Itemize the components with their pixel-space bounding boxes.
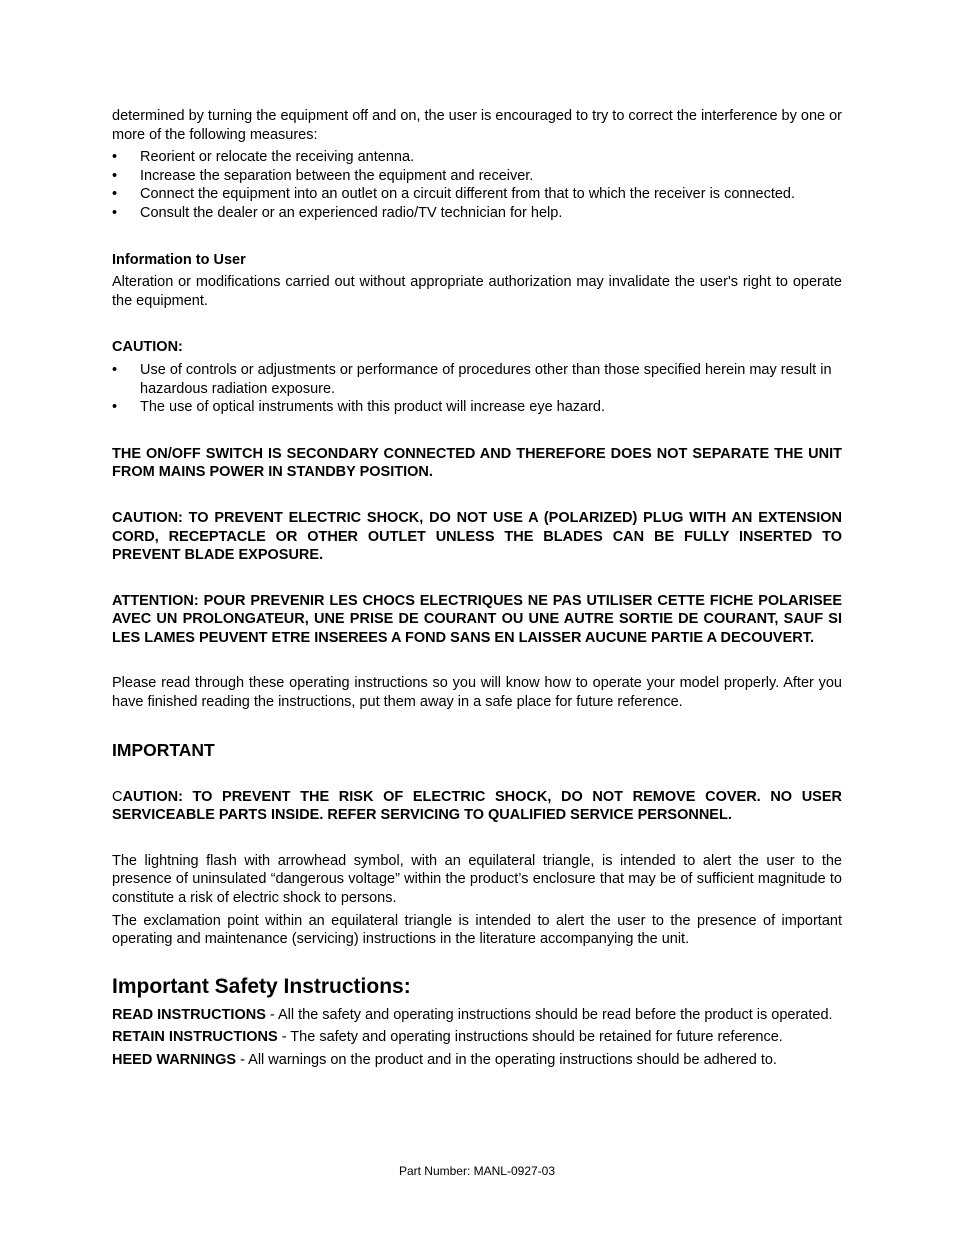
list-item [112, 361, 842, 398]
caution-list [112, 361, 842, 417]
interference-measures-list [112, 148, 842, 222]
safety-item-desc: - The safety and operating instructions should be retained for future reference. [277, 1029, 783, 1046]
bullet-icon: • [112, 399, 118, 416]
bullet-icon: • [112, 361, 118, 378]
safety-item-term: RETAIN INSTRUCTIONS [112, 1029, 278, 1046]
safety-item-desc: - All the safety and operating instructions should be read before the product is operated. [265, 1006, 833, 1023]
bullet-icon: • [112, 149, 118, 166]
caution-first-letter: C [112, 788, 123, 805]
page-footer [0, 1164, 954, 1178]
exclamation-symbol-paragraph: The exclamation point within an equilateral triangle is intended to alert the user to the presence of important operating and maintenance (servicing) instructions in the literature accompanying the unit. [112, 912, 842, 948]
list-item-text: Connect the equipment into an outlet on a circuit different from that to which the receiver is connected. [140, 186, 796, 203]
list-item-text: Increase the separation between the equipment and receiver. [140, 167, 534, 184]
document-page [112, 107, 842, 1070]
caution-heading: CAUTION: [112, 339, 183, 356]
list-item-text: Consult the dealer or an experienced radio/TV technician for help. [140, 204, 563, 221]
caution-rest-text: AUTION: TO PREVENT THE RISK OF ELECTRIC SHOCK, DO NOT REMOVE COVER. NO USER SERVICEABLE PARTS INSIDE. REFER SERVICING TO QUALIFIED SERVICE PERSONNEL. [112, 788, 842, 824]
bullet-icon: • [112, 167, 118, 184]
bullet-icon: • [112, 204, 118, 221]
info-user-heading: Information to User [112, 251, 246, 268]
safety-instructions-heading: Important Safety Instructions: [112, 974, 411, 998]
list-item [112, 398, 842, 417]
safety-item-heed [112, 1051, 842, 1070]
plug-attention-notice-fr: ATTENTION: POUR PREVENIR LES CHOCS ELECTRIQUES NE PAS UTILISER CETTE FICHE POLARISEE AVEC UN PROLONGATEUR, UNE PRISE DE COURANT OU UNE AUTRE SORTIE DE COURANT, SAUF SI LES LAMES PEUVENT ETRE INSEREES A FOND SANS EN LAISSER AUCUNE PARTIE A DECOUVERT. [112, 592, 842, 646]
list-item-text: The use of optical instruments with this product will increase eye hazard. [140, 399, 606, 416]
list-item [112, 167, 842, 186]
switch-notice: THE ON/OFF SWITCH IS SECONDARY CONNECTED AND THEREFORE DOES NOT SEPARATE THE UNIT FROM MAINS POWER IN STANDBY POSITION. [112, 445, 842, 481]
list-item [112, 148, 842, 167]
info-user-paragraph: Alteration or modifications carried out without appropriate authorization may invalidate the user's right to operate the equipment. [112, 274, 842, 309]
list-item-text: Reorient or relocate the receiving antenna. [140, 149, 415, 166]
list-item [112, 204, 842, 223]
read-through-paragraph: Please read through these operating instructions so you will know how to operate your model properly. After you have finished reading the instructions, put them away in a safe place for future reference. [112, 675, 842, 711]
list-item-text: Use of controls or adjustments or performance of procedures other than those specified herein may result in hazardous radiation exposure. [140, 361, 832, 397]
important-caution-notice [112, 788, 842, 825]
lightning-symbol-paragraph: The lightning flash with arrowhead symbol, with an equilateral triangle, is intended to alert the user to the presence of uninsulated “dangerous voltage” within the product’s enclosure that may be of sufficient magnitude to constitute a risk of electric shock to persons. [112, 852, 842, 907]
safety-item-retain [112, 1028, 842, 1047]
plug-caution-notice: CAUTION: TO PREVENT ELECTRIC SHOCK, DO NOT USE A (POLARIZED) PLUG WITH AN EXTENSION CORD, RECEPTACLE OR OTHER OUTLET UNLESS THE BLADES CAN BE FULLY INSERTED TO PREVENT BLADE EXPOSURE. [112, 509, 842, 564]
safety-item-term: READ INSTRUCTIONS [112, 1006, 266, 1023]
list-item [112, 185, 842, 204]
safety-item-term: HEED WARNINGS [112, 1052, 237, 1068]
safety-item-read [112, 1006, 842, 1025]
safety-item-desc: - All warnings on the product and in the operating instructions should be adhered to. [236, 1052, 777, 1068]
bullet-icon: • [112, 186, 118, 203]
important-heading: IMPORTANT [112, 739, 215, 760]
part-number: Part Number: MANL-0927-03 [398, 1164, 556, 1178]
intro-paragraph: determined by turning the equipment off and on, the user is encouraged to try to correct the interference by one or more of the following measures: [112, 108, 843, 143]
